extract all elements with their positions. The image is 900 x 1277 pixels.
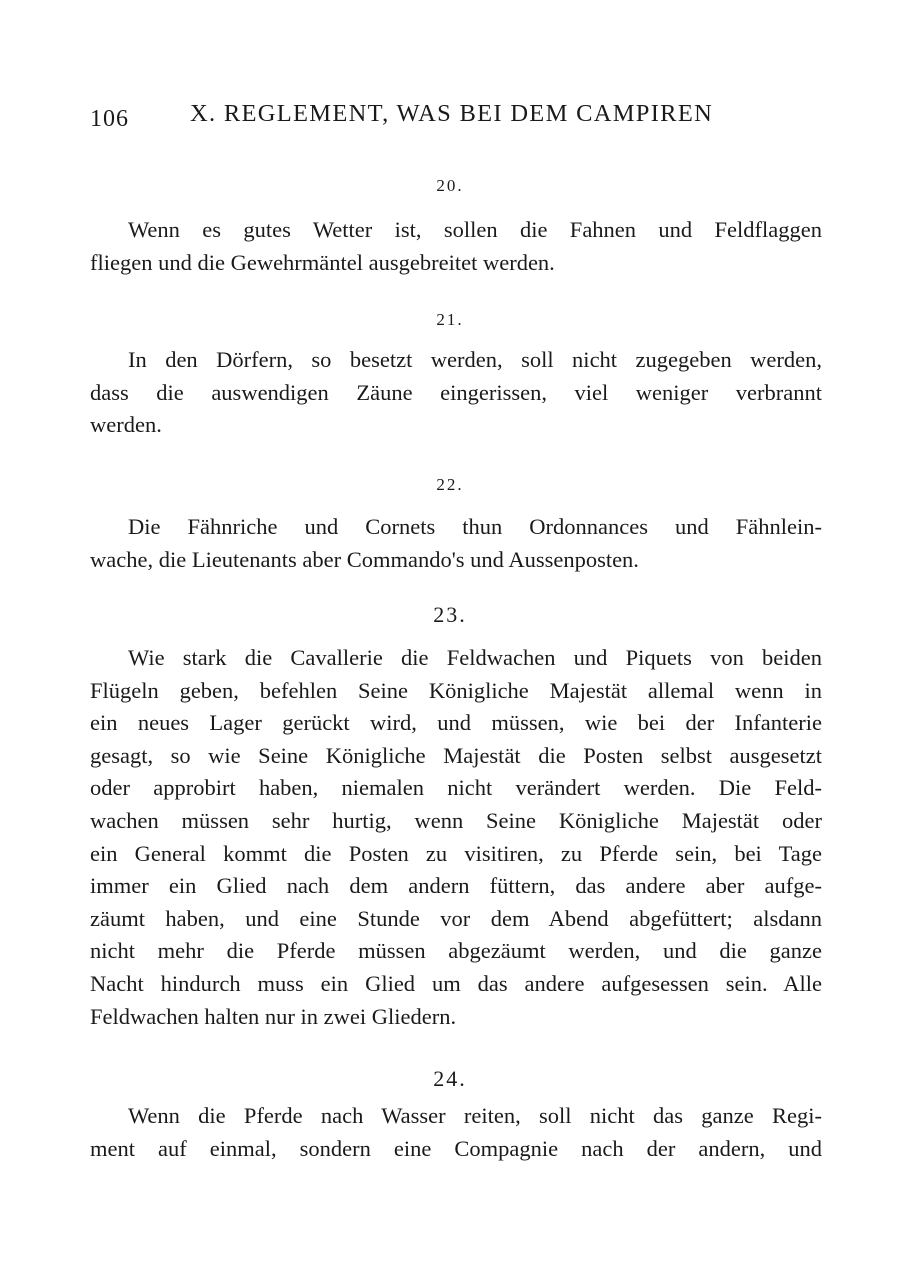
paragraph-line: dass die auswendigen Zäune eingerissen, viel weniger verbrannt <box>90 379 822 405</box>
section-number-23: 23. <box>433 602 467 627</box>
running-head <box>90 100 830 140</box>
paragraph-line: ein General kommt die Posten zu visitiren, zu Pferde sein, bei Tage <box>90 840 822 866</box>
paragraph-line: ein neues Lager gerückt wird, und müssen, wie bei der Infanterie <box>90 710 822 736</box>
section-number-22: 22. <box>436 475 464 494</box>
running-title: X. REGLEMENT, WAS BEI DEM CAMPIREN <box>190 100 714 127</box>
paragraph-line: gesagt, so wie Seine Königliche Majestät die Posten selbst ausgesetzt <box>90 742 822 768</box>
paragraph-23 <box>90 642 822 1033</box>
paragraph-line: Flügeln geben, befehlen Seine Königliche Majestät allemal wenn in <box>90 677 822 703</box>
paragraph-line: nicht mehr die Pferde müssen abgezäumt werden, und die ganze <box>90 938 822 964</box>
paragraph-line: Feldwachen halten nur in zwei Gliedern. <box>90 1003 457 1029</box>
paragraph-line: Wie stark die Cavallerie die Feldwachen und Piquets von beiden <box>128 645 822 670</box>
paragraph-line: wachen müssen sehr hurtig, wenn Seine Königliche Majestät oder <box>90 807 822 833</box>
paragraph-line: immer ein Glied nach dem andern füttern, das andere aber aufge- <box>90 873 822 899</box>
paragraph-21 <box>90 344 822 442</box>
section-number-21: 21. <box>436 310 464 329</box>
paragraph-line: Wenn die Pferde nach Wasser reiten, soll nicht das ganze Regi- <box>128 1103 822 1128</box>
paragraph-line: ment auf einmal, sondern eine Compagnie nach der andern, und <box>90 1135 822 1161</box>
section-number-24: 24. <box>433 1066 467 1091</box>
paragraph-line: In den Dörfern, so besetzt werden, soll nicht zugegeben werden, <box>128 347 822 372</box>
paragraph-22 <box>90 511 822 576</box>
paragraph-line: Nacht hindurch muss ein Glied um das andere aufgesessen sein. Alle <box>90 970 822 996</box>
paragraph-line: wache, die Lieutenants aber Commando's und Aussenposten. <box>90 546 639 572</box>
section-number-20: 20. <box>436 176 464 195</box>
paragraph-line: Die Fähnriche und Cornets thun Ordonnances und Fähnlein- <box>128 514 822 539</box>
paragraph-line: fliegen und die Gewehrmäntel ausgebreitet werden. <box>90 249 555 275</box>
paragraph-line: oder approbirt haben, niemalen nicht verändert werden. Die Feld- <box>90 775 822 801</box>
paragraph-20 <box>90 214 822 279</box>
paragraph-24 <box>90 1100 822 1165</box>
paragraph-line: Wenn es gutes Wetter ist, sollen die Fahnen und Feldflaggen <box>128 217 822 242</box>
page-number: 106 <box>90 106 129 132</box>
paragraph-line: werden. <box>90 412 162 438</box>
paragraph-line: zäumt haben, und eine Stunde vor dem Abend abgefüttert; alsdann <box>90 905 822 931</box>
